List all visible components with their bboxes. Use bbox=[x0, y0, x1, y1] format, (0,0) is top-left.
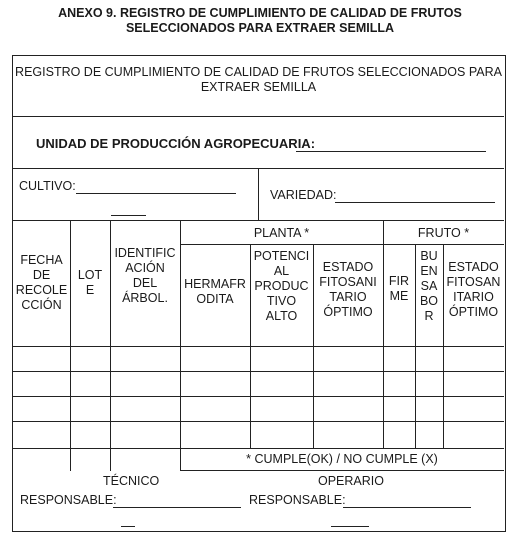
header-line: SA bbox=[420, 279, 438, 293]
header-hermafrodita bbox=[180, 277, 250, 307]
header-firme bbox=[383, 274, 415, 304]
header-line: HERMAFR bbox=[184, 277, 246, 291]
header-buen-sabor bbox=[415, 249, 443, 324]
header-line: TARIO bbox=[329, 290, 367, 304]
cultivo-field-extra[interactable] bbox=[111, 215, 146, 216]
document-title-line2: SELECCIONADOS PARA EXTRAER SEMILLA bbox=[125, 21, 395, 35]
header-line: ÓPTIMO bbox=[448, 305, 499, 319]
col-separator bbox=[383, 220, 384, 448]
header-line: E bbox=[85, 283, 95, 297]
header-fecha bbox=[13, 253, 70, 313]
header-line: ODITA bbox=[196, 292, 234, 306]
legend-text: * CUMPLE(OK) / NO CUMPLE (X) bbox=[246, 452, 438, 466]
header-line: FITOSANI bbox=[319, 275, 377, 289]
variedad-field[interactable] bbox=[335, 202, 495, 203]
divider bbox=[13, 220, 504, 221]
tecnico-label-line1: TÉCNICO bbox=[103, 474, 160, 488]
group-header-rule bbox=[180, 244, 504, 245]
header-line: BO bbox=[419, 294, 439, 308]
header-rule bbox=[13, 346, 504, 347]
header-line: LOT bbox=[77, 268, 103, 282]
divider bbox=[258, 168, 259, 220]
header-line: FECHA bbox=[20, 253, 63, 267]
header-line: TIVO bbox=[266, 294, 297, 308]
header-potencial bbox=[250, 249, 313, 324]
tecnico-label-line2: RESPONSABLE: bbox=[20, 493, 117, 507]
header-line: FIR bbox=[388, 274, 410, 288]
header-line: ESTADO bbox=[448, 260, 499, 274]
row-rule bbox=[13, 421, 504, 422]
header-line: ALTO bbox=[265, 309, 298, 323]
header-line: RECOLE bbox=[15, 283, 68, 297]
form-header-line1: REGISTRO DE CUMPLIMIENTO DE CALIDAD DE FRUTOS SELECCIONADOS PARA bbox=[15, 65, 502, 79]
operario-label-line2: RESPONSABLE: bbox=[249, 493, 346, 507]
tecnico-signature-field-extra[interactable] bbox=[121, 526, 135, 527]
cultivo-label: CULTIVO: bbox=[19, 179, 76, 193]
header-estado-planta bbox=[313, 260, 383, 320]
document-title bbox=[0, 6, 520, 36]
header-fruto-group: FRUTO * bbox=[417, 226, 470, 240]
header-line: POTENCI bbox=[253, 249, 310, 263]
header-line: PRODUC bbox=[254, 279, 309, 293]
header-line: EN bbox=[420, 264, 438, 278]
header-line: CCIÓN bbox=[21, 298, 62, 312]
header-line: ESTADO bbox=[322, 260, 374, 274]
form-header-line2: EXTRAER SEMILLA bbox=[200, 80, 317, 94]
header-line: R bbox=[424, 309, 434, 323]
header-line: ÓPTIMO bbox=[323, 305, 373, 319]
cultivo-field[interactable] bbox=[76, 193, 236, 194]
header-line: AL bbox=[273, 264, 290, 278]
row-rule bbox=[13, 448, 504, 449]
header-line: IDENTIFIC bbox=[114, 246, 176, 260]
row-rule bbox=[13, 396, 504, 397]
header-line: DEL bbox=[132, 276, 158, 290]
header-line: DE bbox=[32, 268, 51, 282]
header-identificacion bbox=[110, 246, 180, 306]
header-estado-fruto bbox=[443, 260, 504, 320]
divider bbox=[13, 116, 504, 117]
operario-signature-field-extra[interactable] bbox=[331, 526, 369, 527]
document-title-line1: ANEXO 9. REGISTRO DE CUMPLIMIENTO DE CALIDAD DE FRUTOS bbox=[58, 6, 462, 20]
header-line: ITARIO bbox=[453, 290, 494, 304]
row-rule bbox=[13, 371, 504, 372]
operario-label-line1: OPERARIO bbox=[318, 474, 384, 488]
quality-record-form bbox=[12, 55, 506, 532]
unidad-label: UNIDAD DE PRODUCCIÓN AGROPECUARIA: bbox=[36, 136, 316, 151]
header-line: FITOSAN bbox=[446, 275, 501, 289]
variedad-label: VARIEDAD: bbox=[270, 188, 337, 202]
header-line: BU bbox=[420, 249, 438, 263]
unidad-field[interactable] bbox=[296, 151, 486, 152]
operario-signature-field[interactable] bbox=[343, 507, 471, 508]
header-lote bbox=[70, 268, 110, 298]
header-planta-group: PLANTA * bbox=[253, 226, 310, 240]
form-header bbox=[13, 65, 504, 95]
legend-rule bbox=[180, 470, 504, 471]
header-line: ÁRBOL. bbox=[122, 291, 168, 305]
tecnico-signature-field[interactable] bbox=[113, 507, 241, 508]
header-line: ACIÓN bbox=[125, 261, 165, 275]
header-line: ME bbox=[389, 289, 409, 303]
